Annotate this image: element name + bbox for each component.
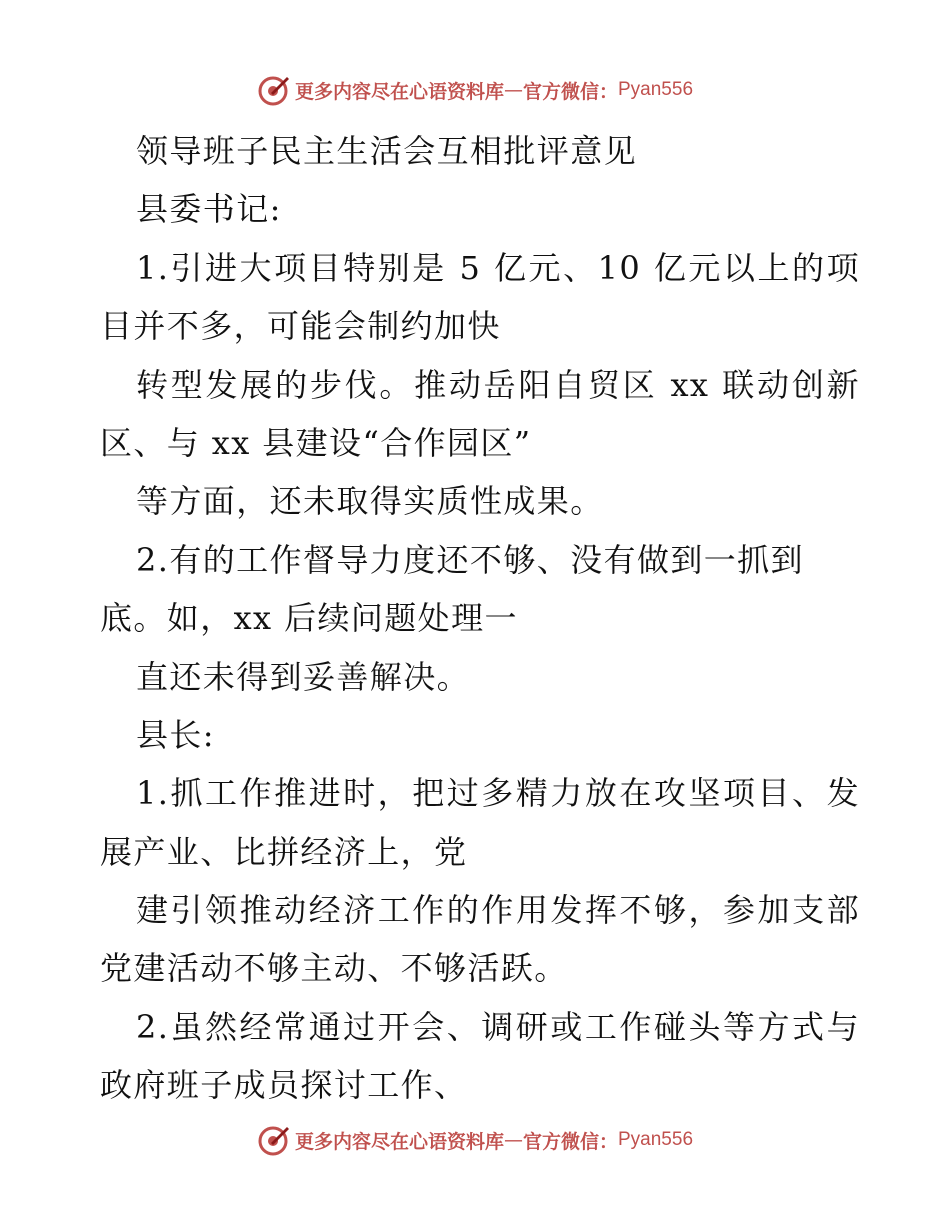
watermark-id: Pyan556 [618, 79, 694, 100]
text-line: 转型发展的步伐。推动岳阳自贸区 xx 联动创新 [136, 365, 860, 404]
text-line: 底。如，xx 后续问题处理一 [100, 599, 518, 638]
document-body [100, 122, 860, 1115]
watermark-text: 更多内容尽在心语资料库 [294, 1130, 504, 1153]
text-line: 2.虽然经常通过开会、调研或工作碰头等方式与 [136, 1007, 860, 1046]
watermark-separator: — [503, 1129, 523, 1151]
text-line: 区、与 xx 县建设“合作园区” [100, 423, 532, 462]
text-line: 直还未得到妥善解决。 [136, 657, 471, 696]
text-line: 党建活动不够主动、不够活跃。 [100, 949, 568, 988]
header-watermark [0, 70, 950, 110]
text-line: 目并不多，可能会制约加快 [100, 307, 501, 346]
text-line: 建引领推动经济工作的作用发挥不够，参加支部 [136, 891, 860, 930]
text-line: 1.抓工作推进时，把过多精力放在攻坚项目、发 [136, 774, 860, 813]
text-line: 县委书记: [136, 190, 282, 229]
watermark-contact: 官方微信： [522, 80, 618, 103]
watermark-id: Pyan556 [618, 1129, 694, 1150]
text-line: 县长: [136, 715, 215, 754]
text-line: 展产业、比拼经济上，党 [100, 832, 468, 871]
watermark-text: 更多内容尽在心语资料库 [294, 80, 504, 103]
logo-icon [257, 73, 291, 107]
text-line: 政府班子成员探讨工作、 [100, 1066, 468, 1105]
logo-icon [257, 1123, 291, 1157]
text-line: 1.引进大项目特别是 5 亿元、10 亿元以上的项 [136, 248, 860, 287]
footer-watermark [0, 1120, 950, 1160]
watermark-contact: 官方微信： [522, 1130, 618, 1153]
text-line: 等方面，还未取得实质性成果。 [136, 482, 604, 521]
watermark-separator: — [503, 79, 523, 101]
text-line: 2.有的工作督导力度还不够、没有做到一抓到 [136, 540, 804, 579]
text-line: 领导班子民主生活会互相批评意见 [136, 132, 638, 170]
